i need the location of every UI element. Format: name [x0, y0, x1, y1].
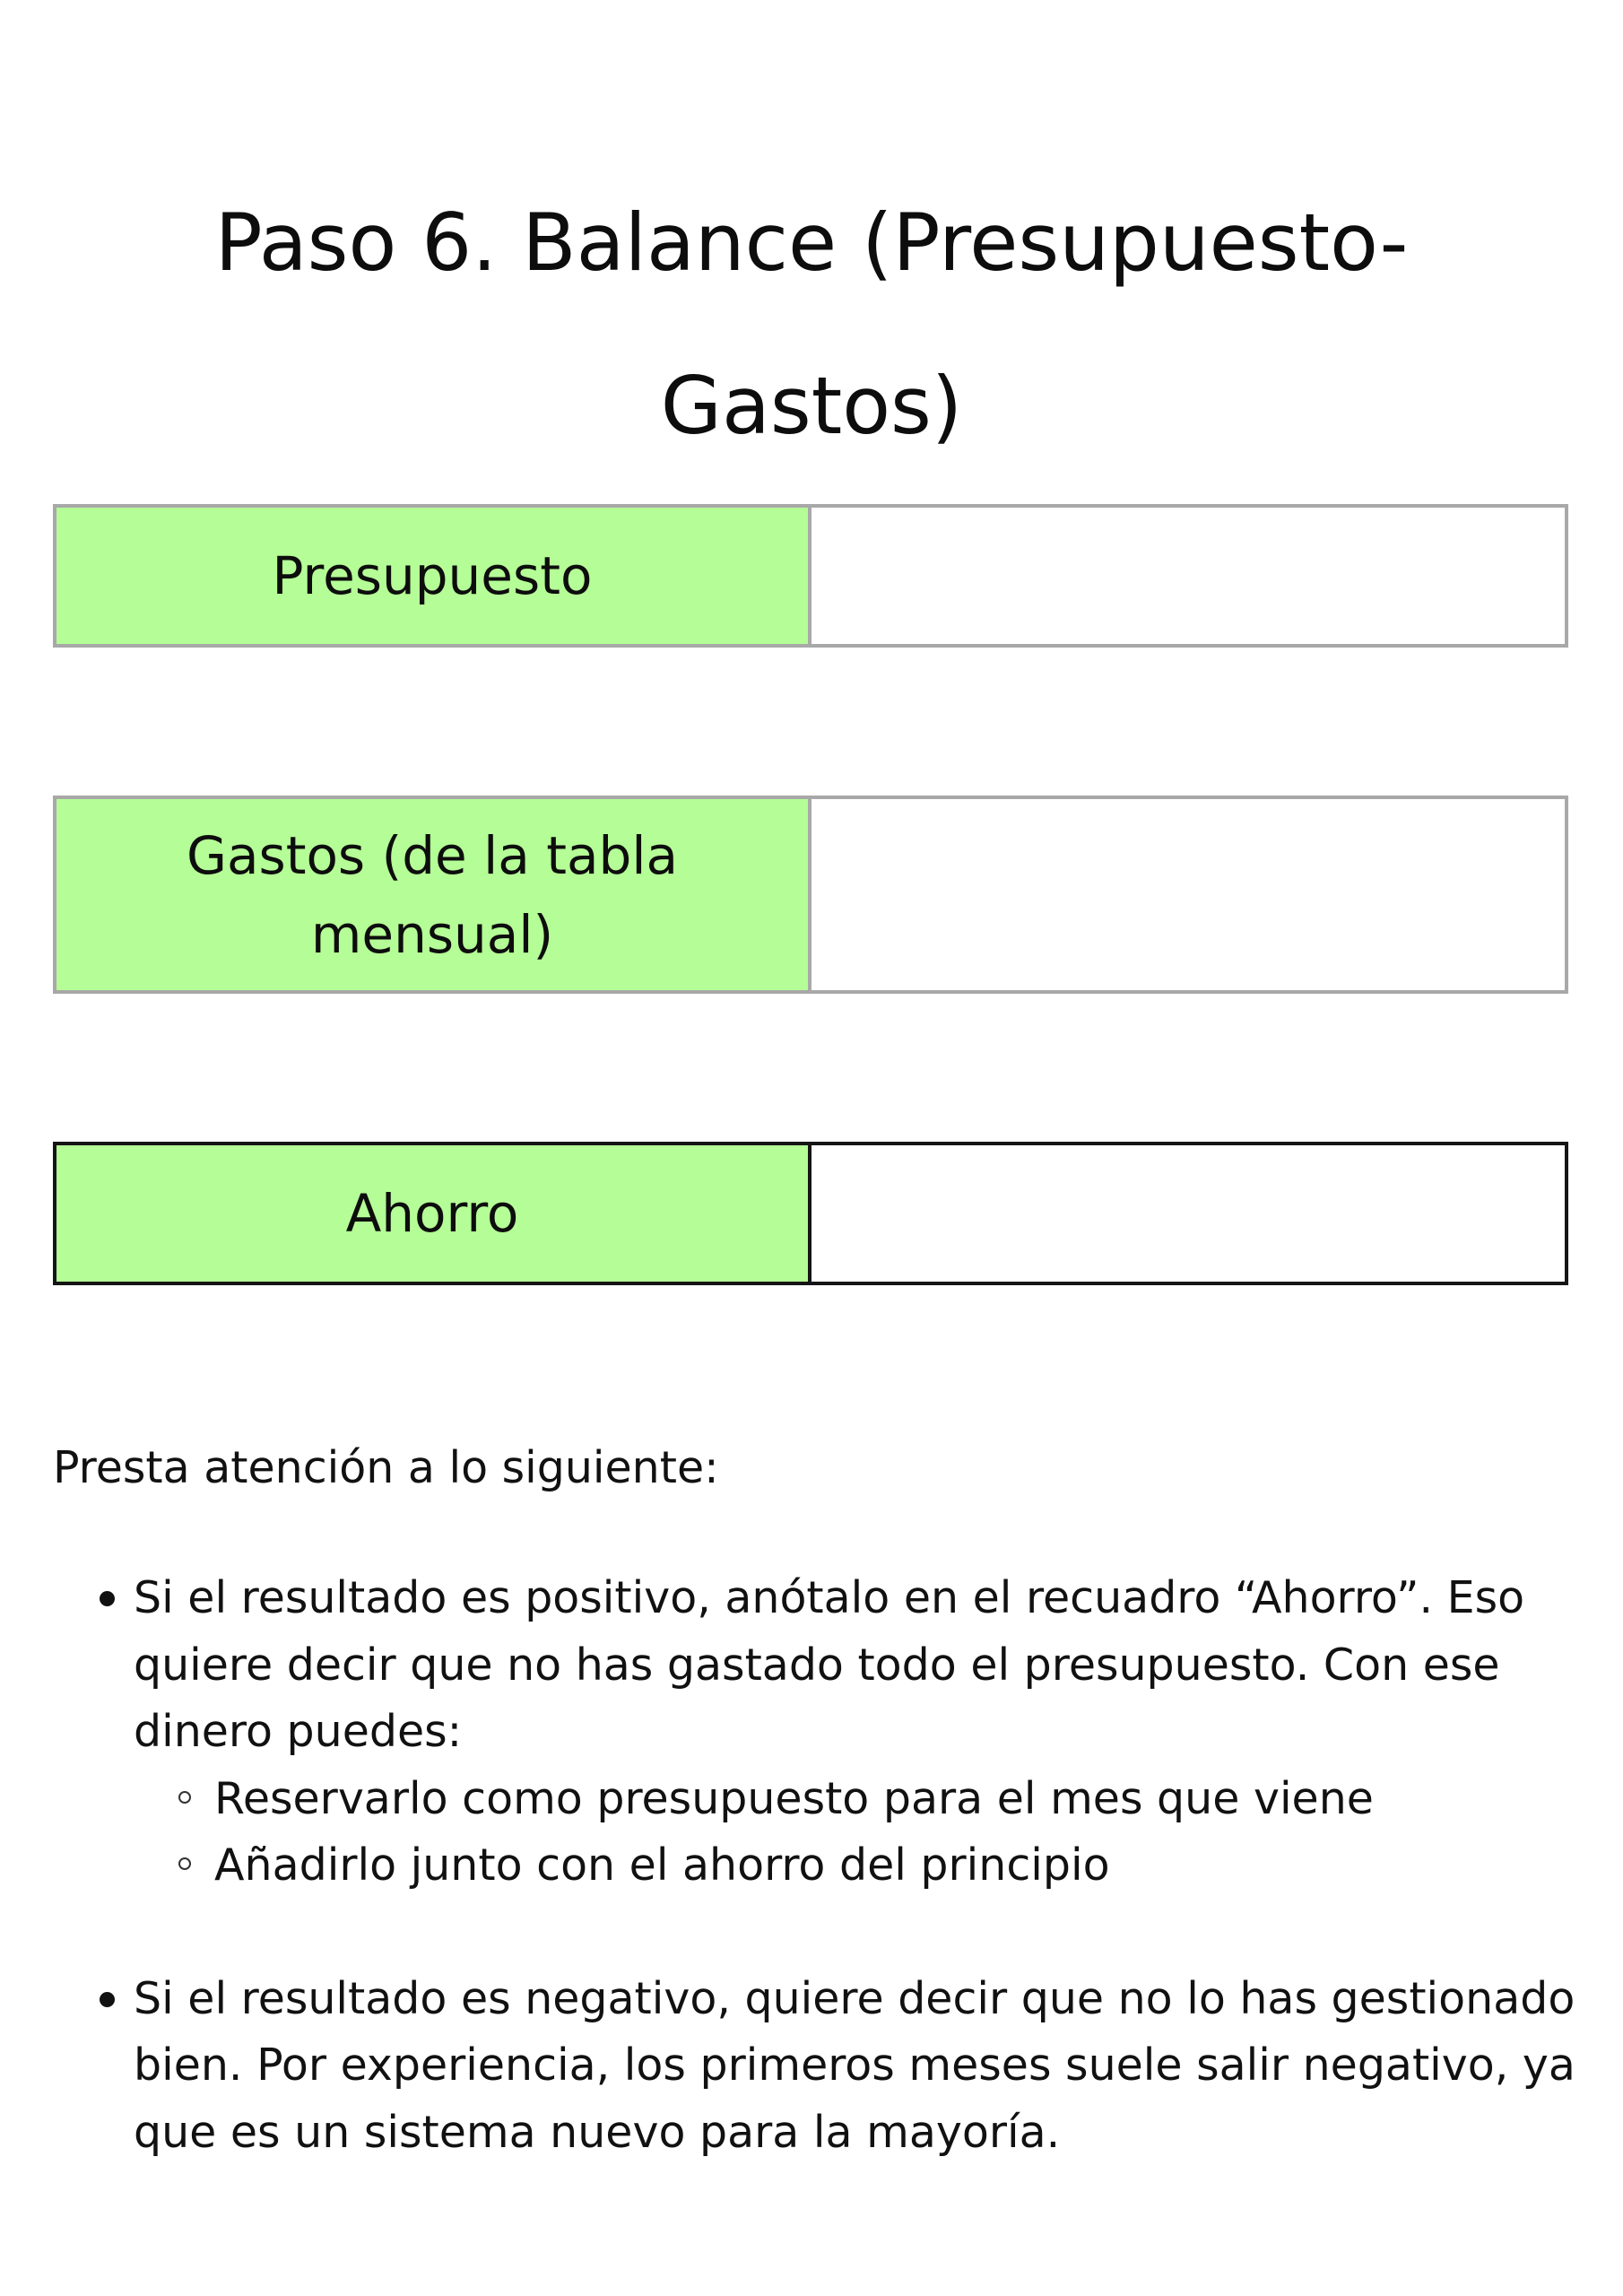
sub-list-item	[134, 1832, 1577, 1900]
bullet-icon	[100, 1591, 115, 1606]
note-negative	[53, 1966, 1577, 2167]
savings-label: Ahorro	[56, 1145, 812, 1282]
notes-list	[53, 1565, 1577, 2166]
positive-options-list	[134, 1766, 1577, 1900]
budget-input[interactable]	[812, 508, 1565, 644]
sub-list-item	[134, 1766, 1577, 1833]
note-positive-text: Si el resultado es positivo, anótalo en el recuadro “Ahorro”. Eso quiere decir que no has gastado todo el presupuesto. Con ese dinero puedes:	[134, 1572, 1525, 1757]
intro-text: Presta atención a lo siguiente:	[53, 1442, 719, 1493]
expenses-row	[53, 796, 1568, 994]
budget-row	[53, 504, 1568, 648]
savings-input[interactable]	[812, 1145, 1565, 1282]
sub-item-text: Reservarlo como presupuesto para el mes que viene	[214, 1772, 1374, 1824]
budget-label: Presupuesto	[56, 508, 812, 644]
note-positive	[53, 1565, 1577, 1900]
hollow-bullet-icon	[178, 1791, 191, 1804]
sub-item-text: Añadirlo junto con el ahorro del principio	[214, 1839, 1110, 1891]
page-title: Paso 6. Balance (Presupuesto-Gastos)	[214, 196, 1409, 452]
hollow-bullet-icon	[178, 1857, 191, 1870]
savings-row	[53, 1142, 1568, 1285]
note-negative-text: Si el resultado es negativo, quiere decir que no lo has gestionado bien. Por experiencia, los primeros meses suele salir negativo, ya que es un sistema nuevo para la mayoría.	[134, 1972, 1575, 2158]
expenses-label: Gastos (de la tabla mensual)	[56, 799, 812, 990]
expenses-input[interactable]	[812, 799, 1565, 990]
bullet-icon	[100, 1992, 115, 2007]
